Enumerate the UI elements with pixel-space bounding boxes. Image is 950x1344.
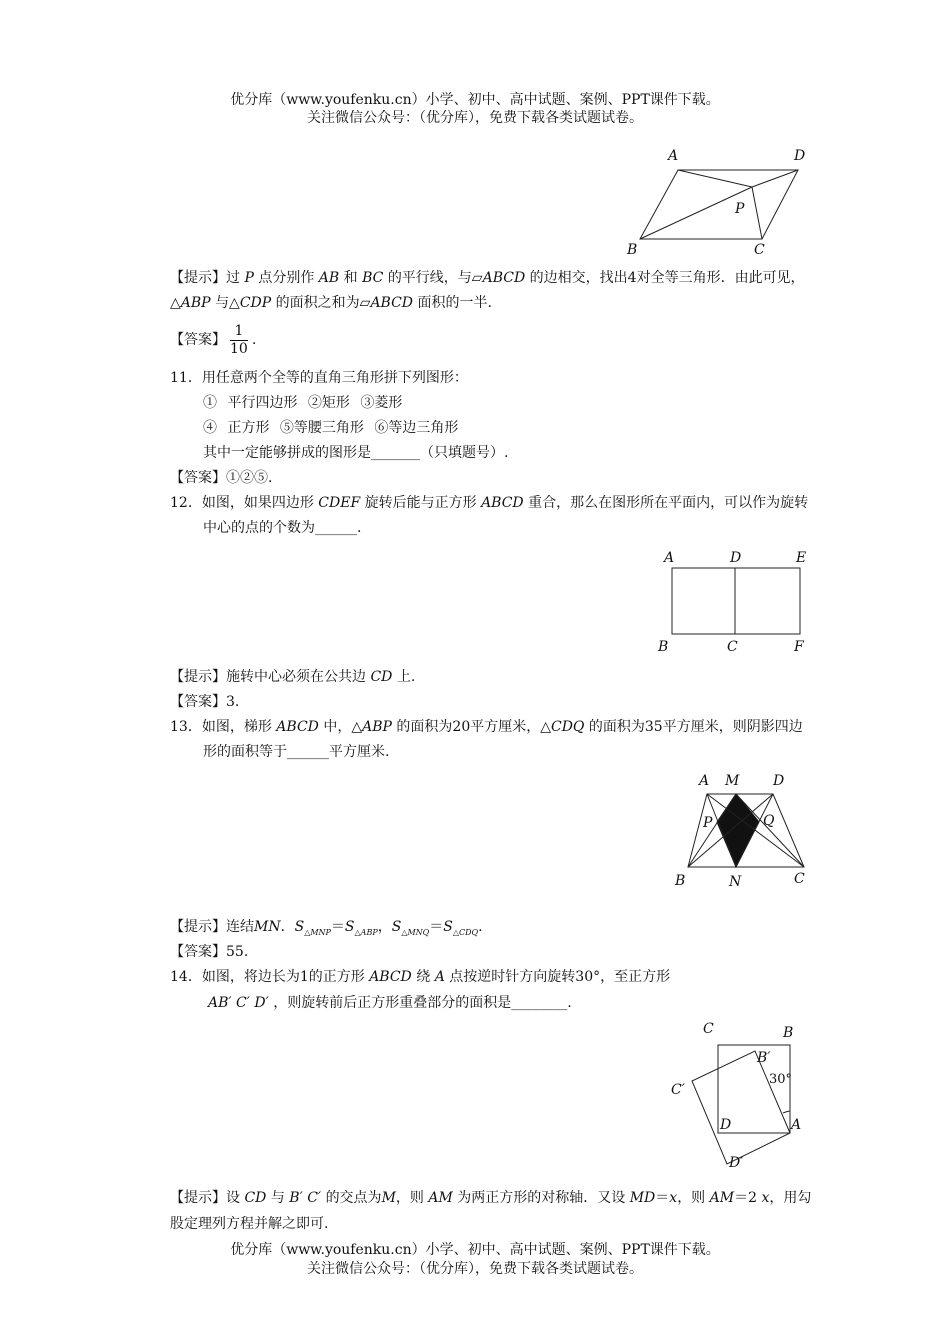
label-a: A	[791, 1117, 802, 1133]
footer-line-1: 优分库（www.youfenku.cn）小学、初中、高中试题、案例、PPT课件下载。	[230, 1242, 720, 1258]
segment-dp	[752, 170, 798, 187]
q11-options-2: ④ 正方形 ⑤等腰三角形 ⑥等边三角形	[203, 420, 459, 436]
q14-hint-line-2: 股定理列方程并解之即可.	[170, 1216, 329, 1232]
label-d-prime: D′	[729, 1155, 744, 1171]
label-m: M	[725, 773, 740, 789]
label-d: D	[730, 550, 742, 566]
label-d: D	[794, 148, 806, 164]
segment-ap	[678, 170, 752, 187]
q12-answer: 【答案】3.	[170, 694, 240, 710]
segment-cp	[752, 187, 762, 239]
q11-ask: 其中一定能够拼成的图形是_______（只填题号）.	[203, 445, 509, 461]
q13-stem-line-1: 13．如图，梯形 ABCD 中，△ABP 的面积为20平方厘米，△CDQ 的面积为35平方厘米，则阴影四边	[170, 719, 803, 735]
label-q: Q	[763, 813, 775, 829]
label-p: P	[703, 815, 713, 831]
q12-stem-line-2: 中心的点的个数为______.	[203, 520, 362, 536]
two-squares-figure	[650, 545, 820, 657]
q14-hint-line-1: 【提示】设 CD 与 B′ C′ 的交点为M，则 AM 为两正方形的对称轴．又设 MD＝x，则 AM＝2 x，用勾	[170, 1190, 812, 1206]
q14-stem-line-2: AB′ C′ D′ ，则旋转前后正方形重叠部分的面积是________.	[208, 995, 572, 1011]
label-b-prime: B′	[757, 1050, 771, 1066]
label-p: P	[735, 201, 745, 217]
label-b: B	[783, 1025, 794, 1041]
footer-line-2: 关注微信公众号：（优分库），免费下载各类试题试卷。	[307, 1261, 643, 1277]
header-line-1: 优分库（www.youfenku.cn）小学、初中、高中试题、案例、PPT课件下载。	[230, 92, 720, 108]
q12-stem-line-1: 12．如图，如果四边形 CDEF 旋转后能与正方形 ABCD 重合，那么在图形所在平面内，可以作为旋转	[170, 495, 809, 511]
trapezoid-figure	[665, 765, 820, 895]
label-c: C	[727, 639, 738, 655]
label-a: A	[664, 550, 675, 566]
header-line-2: 关注微信公众号：（优分库），免费下载各类试题试卷。	[307, 110, 643, 126]
label-b: B	[627, 242, 638, 258]
label-n: N	[729, 874, 742, 890]
q13-hint: 【提示】连结MN．$S_{\triangle MNP}=S_{\triangle ABP}$，$S_{\triangle MNQ}=S_{\triangle CDQ}$.	[170, 919, 483, 937]
label-c: C	[703, 1021, 714, 1037]
answer-fraction: $\frac{1}{10}$	[230, 322, 248, 357]
label-e: E	[796, 550, 807, 566]
q10-hint-line-1: 【提示】过 P 点分别作 AB 和 BC 的平行线，与▱ABCD 的边相交，找出4对全等三角形．由此可见，	[170, 270, 805, 286]
label-c-prime: C′	[671, 1082, 685, 1098]
q14-stem-line-1: 14．如图，将边长为1的正方形 ABCD 绕 A 点按逆时针方向旋转30°，至正方形	[170, 969, 671, 985]
rectangle-abfe	[672, 568, 800, 634]
q12-hint: 【提示】施转中心必须在公共边 CD 上.	[170, 669, 416, 685]
rotated-squares-figure	[665, 1015, 825, 1180]
parallelogram-figure	[620, 140, 820, 260]
q13-answer: 【答案】55.	[170, 944, 249, 960]
square-abcd-rotated	[692, 1051, 793, 1164]
label-d: D	[720, 1117, 732, 1133]
label-c: C	[794, 871, 805, 887]
label-c: C	[754, 242, 765, 258]
label-a: A	[668, 148, 679, 164]
label-b: B	[658, 639, 669, 655]
q10-hint-line-2: △ABP 与△CDP 的面积之和为▱ABCD 面积的一半.	[170, 295, 492, 311]
parallelogram-abcd	[640, 170, 798, 239]
label-angle-30: 30°	[769, 1072, 793, 1087]
q11-stem: 11．用任意两个全等的直角三角形拼下列图形：	[170, 370, 468, 386]
q11-answer: 【答案】①②⑤.	[170, 470, 273, 486]
shaded-quadrilateral	[717, 794, 759, 867]
q11-options-1: ① 平行四边形 ②矩形 ③菱形	[203, 395, 403, 411]
label-f: F	[794, 639, 804, 655]
label-a: A	[699, 773, 710, 789]
label-b: B	[675, 873, 686, 889]
q10-answer: 【答案】 $\frac{1}{10}$ .	[170, 322, 257, 357]
label-d: D	[773, 773, 785, 789]
angle-arc	[783, 1111, 790, 1113]
q13-stem-line-2: 形的面积等于______平方厘米.	[203, 744, 390, 760]
